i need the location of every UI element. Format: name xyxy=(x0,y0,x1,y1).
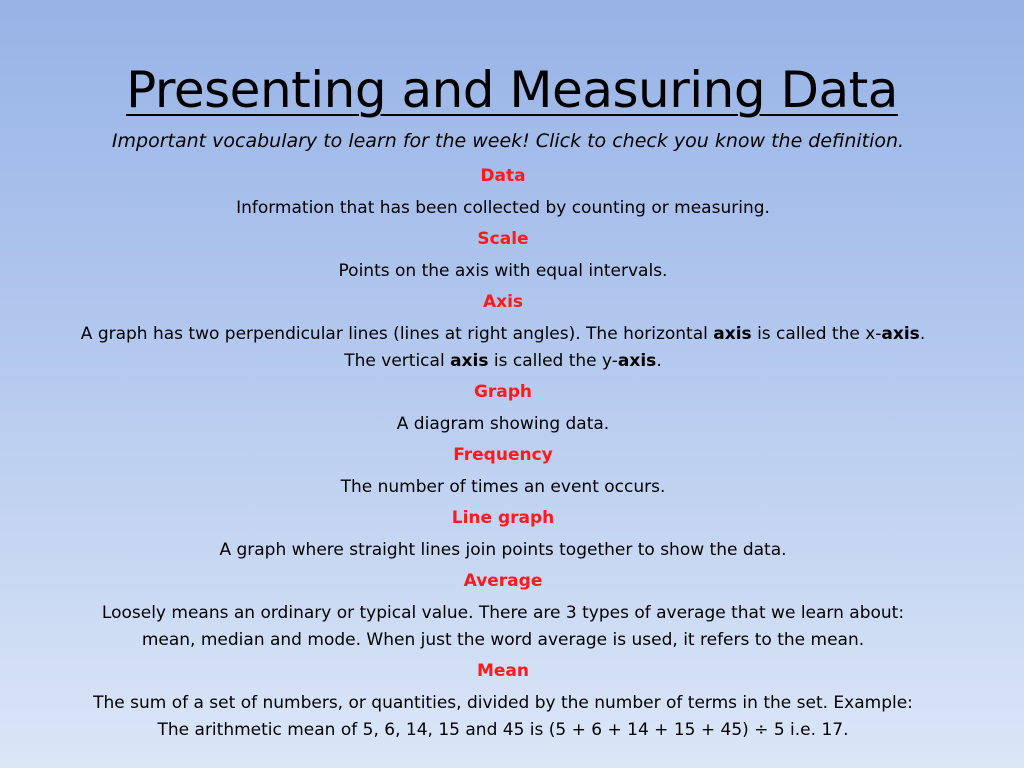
vocabulary-list xyxy=(0,165,1006,750)
definition-bold: axis xyxy=(450,351,489,371)
vocab-term[interactable]: Mean xyxy=(476,661,530,681)
vocab-entry-line-graph[interactable] xyxy=(0,507,1006,564)
vocab-definition: Points on the axis with equal intervals. xyxy=(338,261,668,281)
page-subtitle: Important vocabulary to learn for the week! Click to check you know the definition. xyxy=(111,130,905,152)
vocab-term[interactable]: Data xyxy=(480,166,526,186)
vocab-entry-mean[interactable] xyxy=(0,660,1006,744)
definition-text: is called the x- xyxy=(751,324,882,344)
definition-line: The arithmetic mean of 5, 6, 14, 15 and 45 is (5 + 6 + 14 + 15 + 45) ÷ 5 i.e. 17. xyxy=(157,720,849,740)
vocab-definition xyxy=(0,321,1006,375)
definition-bold: axis xyxy=(881,324,920,344)
vocab-definition xyxy=(0,690,1006,744)
vocab-term[interactable]: Axis xyxy=(482,292,524,312)
definition-bold: axis xyxy=(617,351,657,371)
vocab-entry-scale[interactable] xyxy=(0,228,1006,285)
vocab-definition: A graph where straight lines join points together to show the data. xyxy=(219,540,787,560)
vocab-entry-data[interactable] xyxy=(0,165,1006,222)
definition-line: mean, median and mode. When just the word average is used, it refers to the mean. xyxy=(141,630,865,650)
vocab-term[interactable]: Scale xyxy=(477,229,529,249)
definition-text: . xyxy=(919,324,926,344)
vocab-definition: The number of times an event occurs. xyxy=(340,477,666,497)
definition-line: Loosely means an ordinary or typical value. There are 3 types of average that we learn about: xyxy=(101,603,905,623)
page-title xyxy=(0,52,1024,132)
vocab-term[interactable]: Line graph xyxy=(451,508,555,528)
definition-text: A graph has two perpendicular lines (lines at right angles). The horizontal xyxy=(80,324,714,344)
vocab-definition: A diagram showing data. xyxy=(396,414,610,434)
title-text: Presenting and Measuring Data xyxy=(126,61,898,119)
vocab-entry-frequency[interactable] xyxy=(0,444,1006,501)
definition-text: The vertical xyxy=(344,351,451,371)
definition-text: is called the y- xyxy=(488,351,618,371)
definition-bold: axis xyxy=(713,324,752,344)
definition-text: . xyxy=(656,351,662,371)
definition-line: The sum of a set of numbers, or quantities, divided by the number of terms in the set. Example: xyxy=(93,693,913,713)
vocab-term[interactable]: Average xyxy=(463,571,543,591)
vocab-term[interactable]: Frequency xyxy=(453,445,553,465)
vocab-entry-axis[interactable] xyxy=(0,291,1006,375)
vocab-definition: Information that has been collected by counting or measuring. xyxy=(236,198,770,218)
vocab-entry-average[interactable] xyxy=(0,570,1006,654)
vocab-term[interactable]: Graph xyxy=(473,382,533,402)
vocab-entry-graph[interactable] xyxy=(0,381,1006,438)
vocab-definition xyxy=(0,600,1006,654)
